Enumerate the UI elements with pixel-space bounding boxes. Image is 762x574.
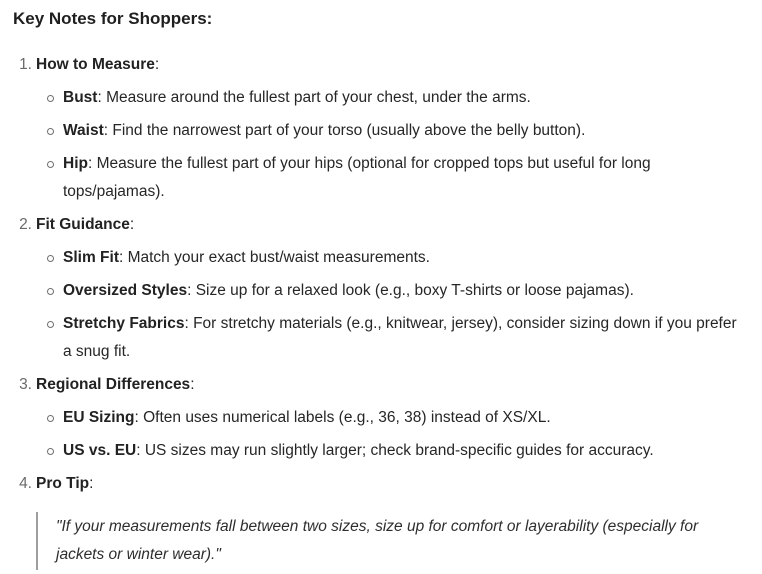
note-title-line bbox=[13, 51, 738, 79]
bullet-circle-icon bbox=[47, 288, 54, 295]
note-item-fit-guidance bbox=[13, 211, 738, 366]
note-title: Pro Tip bbox=[36, 475, 90, 492]
bullet-circle-icon bbox=[47, 448, 54, 455]
subitem-desc: : Measure the fullest part of your hips (optional for cropped tops but useful for long tops/pajamas). bbox=[63, 155, 651, 200]
subitem-desc: : Size up for a relaxed look (e.g., boxy T-shirts or loose pajamas). bbox=[187, 282, 634, 299]
page-title: Key Notes for Shoppers: bbox=[13, 9, 213, 28]
note-title-suffix: : bbox=[190, 376, 195, 393]
subitem-desc: : Find the narrowest part of your torso (usually above the belly button). bbox=[103, 122, 586, 139]
subitem-term: Waist bbox=[63, 122, 104, 139]
note-subitem bbox=[13, 404, 738, 432]
note-title-line bbox=[13, 371, 738, 399]
sub-list bbox=[13, 404, 738, 465]
bullet-circle-icon bbox=[47, 128, 54, 135]
note-subitem bbox=[13, 310, 738, 366]
note-title-line bbox=[13, 211, 738, 239]
subitem-desc: : Match your exact bust/waist measurements. bbox=[118, 249, 430, 266]
note-subitem bbox=[13, 84, 738, 112]
note-subitem bbox=[13, 277, 738, 305]
key-notes-list bbox=[13, 51, 738, 570]
subitem-term: US vs. EU bbox=[63, 442, 137, 459]
note-subitem bbox=[13, 244, 738, 272]
note-title-suffix: : bbox=[89, 475, 94, 492]
note-item-pro-tip bbox=[13, 470, 738, 570]
note-item-regional-differences bbox=[13, 371, 738, 465]
bullet-circle-icon bbox=[47, 321, 54, 328]
subitem-desc: : Measure around the fullest part of your chest, under the arms. bbox=[97, 89, 531, 106]
pro-tip-blockquote bbox=[36, 512, 716, 570]
note-title: Fit Guidance bbox=[36, 216, 130, 233]
note-subitem bbox=[13, 437, 738, 465]
list-number-marker: 2. bbox=[19, 216, 32, 233]
sub-list bbox=[13, 84, 738, 206]
list-number-marker: 4. bbox=[19, 475, 32, 492]
note-title-suffix: : bbox=[129, 216, 135, 233]
note-title-suffix: : bbox=[154, 56, 160, 73]
note-title: Regional Differences bbox=[36, 376, 191, 393]
bullet-circle-icon bbox=[47, 415, 54, 422]
subitem-term: Stretchy Fabrics bbox=[63, 315, 185, 332]
list-number-marker: 3. bbox=[19, 376, 32, 393]
list-number-marker: 1. bbox=[19, 56, 32, 73]
sub-list bbox=[13, 244, 738, 366]
subitem-term: Bust bbox=[63, 89, 98, 106]
bullet-circle-icon bbox=[47, 95, 54, 102]
subitem-term: Slim Fit bbox=[63, 249, 119, 266]
subitem-desc: : Often uses numerical labels (e.g., 36, 38) instead of XS/XL. bbox=[134, 409, 551, 426]
blockquote-text: "If your measurements fall between two sizes, size up for comfort or layerability (especially for jackets or winter wear)." bbox=[56, 518, 699, 563]
subitem-desc: : US sizes may run slightly larger; check brand-specific guides for accuracy. bbox=[136, 442, 654, 459]
subitem-term: EU Sizing bbox=[63, 409, 135, 426]
subitem-desc: : For stretchy materials (e.g., knitwear, jersey), consider sizing down if you prefer a snug fit. bbox=[63, 315, 737, 360]
subitem-term: Hip bbox=[63, 155, 88, 172]
note-subitem bbox=[13, 150, 738, 206]
subitem-term: Oversized Styles bbox=[63, 282, 188, 299]
bullet-circle-icon bbox=[47, 161, 54, 168]
note-item-how-to-measure bbox=[13, 51, 738, 206]
note-title-line bbox=[13, 470, 738, 498]
note-subitem bbox=[13, 117, 738, 145]
note-title: How to Measure bbox=[36, 56, 155, 73]
bullet-circle-icon bbox=[47, 255, 54, 262]
